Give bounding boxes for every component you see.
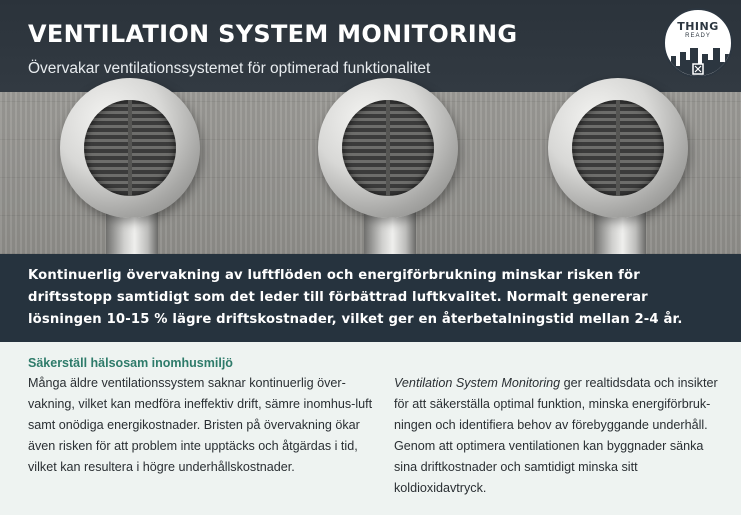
hero-image	[0, 0, 741, 254]
city-skyline-icon	[665, 40, 731, 78]
left-paragraph: Många äldre ventilationssystem saknar kontinuerlig över-vakning, vilket kan medföra ineffektiv drift, sämre inomhus-luft samt onödiga energikostnader. Bristen på övervakning ökar även risken för att problem inte upptäcks och åtgärdas i tid, vilket kan resultera i högre underhållskostnader.	[28, 376, 373, 474]
page-subtitle: Övervakar ventilationssystemet för optimerad funktionalitet	[28, 60, 431, 77]
summary-banner	[0, 254, 741, 342]
logo-name: THING	[677, 20, 719, 33]
product-name: Ventilation System Monitoring	[394, 376, 561, 390]
right-paragraph-body: ger realtidsdata och insikter för att säkerställa optimal funktion, minska energiförbruk-ningen och identifiera behov av förebyggande underhåll. Genom att optimera ventilationen kan byggnader sänka sina driftkostnader och samtidigt minska sitt koldioxidavtryck.	[394, 376, 718, 495]
page-title: VENTILATION SYSTEM MONITORING	[28, 20, 518, 48]
thing-ready-logo	[663, 8, 733, 78]
logo-sub: READY	[685, 33, 711, 39]
left-column	[28, 356, 373, 478]
section-heading: Säkerställ hälsosam inomhusmiljö	[28, 356, 233, 370]
summary-text: Kontinuerlig övervakning av luftflöden och energiförbrukning minskar risken för driftsstopp samtidigt som det leder till förbättrad luftkvalitet. Normalt genererar lösningen 10-15 % lägre driftskostnader, vilket ger en återbetalningstid mellan 2-4 år.	[28, 268, 683, 327]
right-paragraph	[394, 373, 724, 499]
right-column	[394, 373, 724, 499]
content-section	[0, 342, 741, 515]
